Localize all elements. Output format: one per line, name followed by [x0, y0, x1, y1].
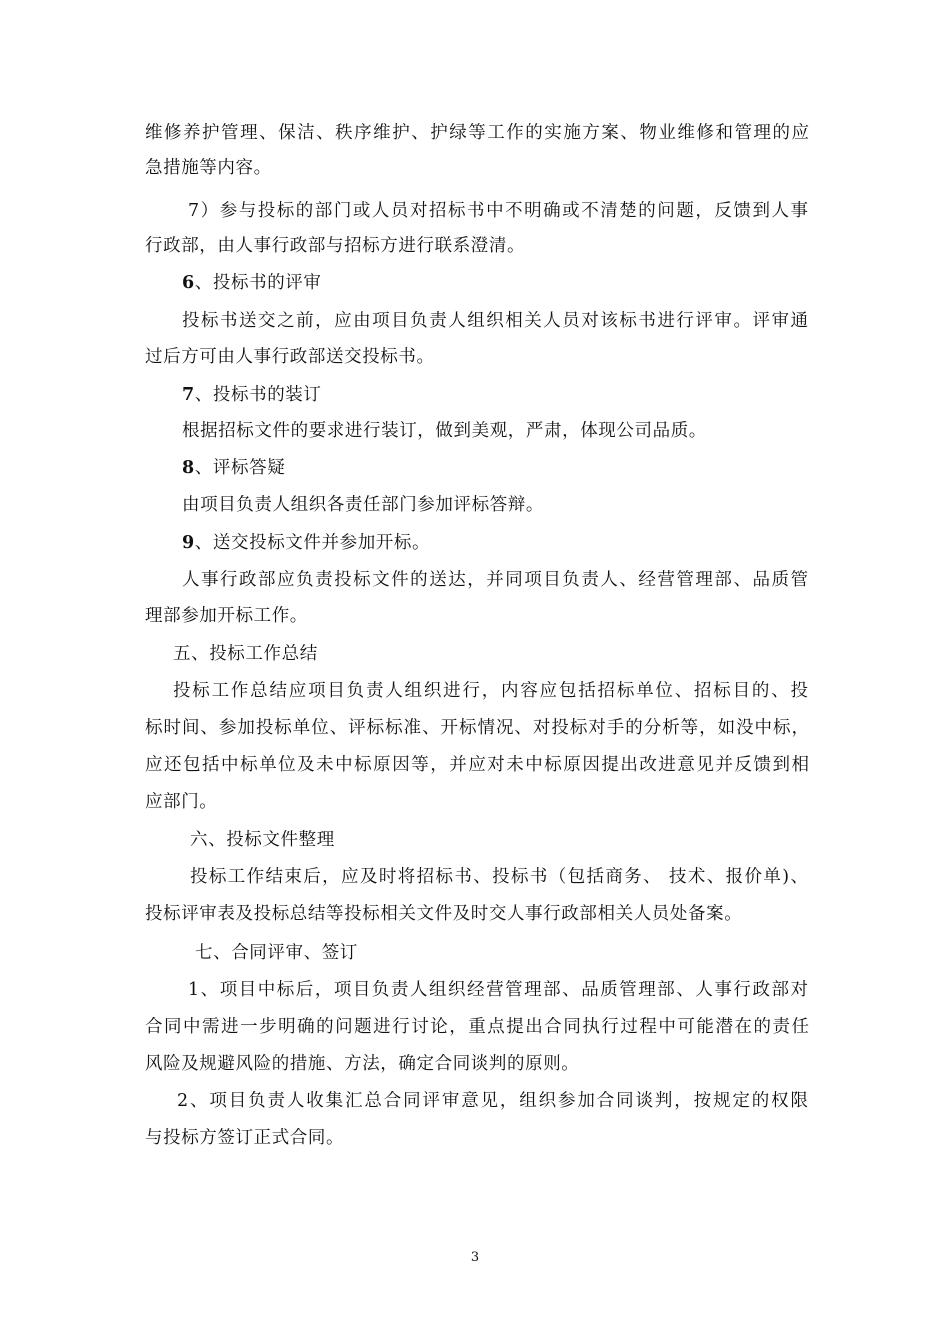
- paragraph-line: 投标工作结束后，应及时将招标书、投标书（包括商务、 技术、报价单)、: [190, 867, 808, 887]
- section-heading: 五、投标工作总结: [173, 644, 318, 664]
- section-number: 7: [182, 385, 195, 405]
- paragraph-line: 7）参与投标的部门或人员对招标书中不明确或不清楚的问题，反馈到人事: [188, 201, 808, 221]
- section-separator: 、: [194, 273, 213, 293]
- paragraph-line: 应还包括中标单位及未中标原因等，并应对未中标原因提出改进意见并反馈到相: [145, 755, 809, 775]
- paragraph-line: 2、项目负责人收集汇总合同评审意见，组织参加合同谈判，按规定的权限: [177, 1091, 808, 1111]
- paragraph-line: 标时间、参加投标单位、评标标准、开标情况、对投标对手的分析等，如没中标，: [145, 718, 809, 738]
- paragraph-line: 投标书送交之前，应由项目负责人组织相关人员对该标书进行评审。评审通: [182, 311, 808, 331]
- section-title: 投标书的评审: [212, 273, 322, 293]
- section-separator: 、: [194, 458, 213, 478]
- paragraph-line: 行政部，由人事行政部与招标方进行联系澄清。: [145, 236, 526, 256]
- section-number: 9: [182, 533, 195, 553]
- section-title: 送交投标文件并参加开标。: [212, 533, 431, 553]
- paragraph-line: 合同中需进一步明确的问题进行讨论，重点提出合同执行过程中可能潜在的责任: [145, 1017, 809, 1037]
- section-title: 评标答疑: [212, 458, 286, 478]
- paragraph-line: 投标工作总结应项目负责人组织进行，内容应包括招标单位、招标目的、投: [173, 681, 808, 701]
- paragraph-line: 过后方可由人事行政部送交投标书。: [145, 347, 435, 367]
- paragraph-line: 投标评审表及投标总结等投标相关文件及时交人事行政部相关人员处备案。: [145, 904, 743, 924]
- section-number: 6: [182, 273, 195, 293]
- paragraph-line: 维修养护管理、保洁、秩序维护、护绿等工作的实施方案、物业维修和管理的应: [145, 123, 809, 143]
- section-heading-6: [182, 271, 322, 295]
- paragraph-line: 1、项目中标后，项目负责人组织经营管理部、品质管理部、人事行政部对: [188, 980, 808, 1000]
- section-title: 投标书的装订: [212, 385, 322, 405]
- paragraph-line: 根据招标文件的要求进行装订，做到美观，严肃，体现公司品质。: [182, 421, 707, 441]
- paragraph-line: 应部门。: [145, 792, 218, 812]
- page-number: 3: [470, 1250, 480, 1265]
- section-separator: 、: [194, 385, 213, 405]
- paragraph-line: 与投标方签订正式合同。: [145, 1128, 345, 1148]
- section-heading-7: [182, 383, 322, 407]
- paragraph-line: 人事行政部应负责投标文件的送达，并同项目负责人、经营管理部、品质管: [182, 570, 808, 590]
- section-heading: 六、投标文件整理: [190, 830, 335, 850]
- section-heading-9: [182, 531, 430, 555]
- section-number: 8: [182, 458, 195, 478]
- paragraph-line: 风险及规避风险的措施、方法，确定合同谈判的原则。: [145, 1054, 580, 1074]
- section-heading-8: [182, 456, 285, 480]
- section-heading: 七、合同评审、签订: [195, 943, 358, 963]
- section-separator: 、: [194, 533, 213, 553]
- paragraph-line: 由项目负责人组织各责任部门参加评标答辩。: [182, 495, 544, 515]
- paragraph-line: 理部参加开标工作。: [145, 606, 308, 626]
- paragraph-line: 急措施等内容。: [145, 158, 272, 178]
